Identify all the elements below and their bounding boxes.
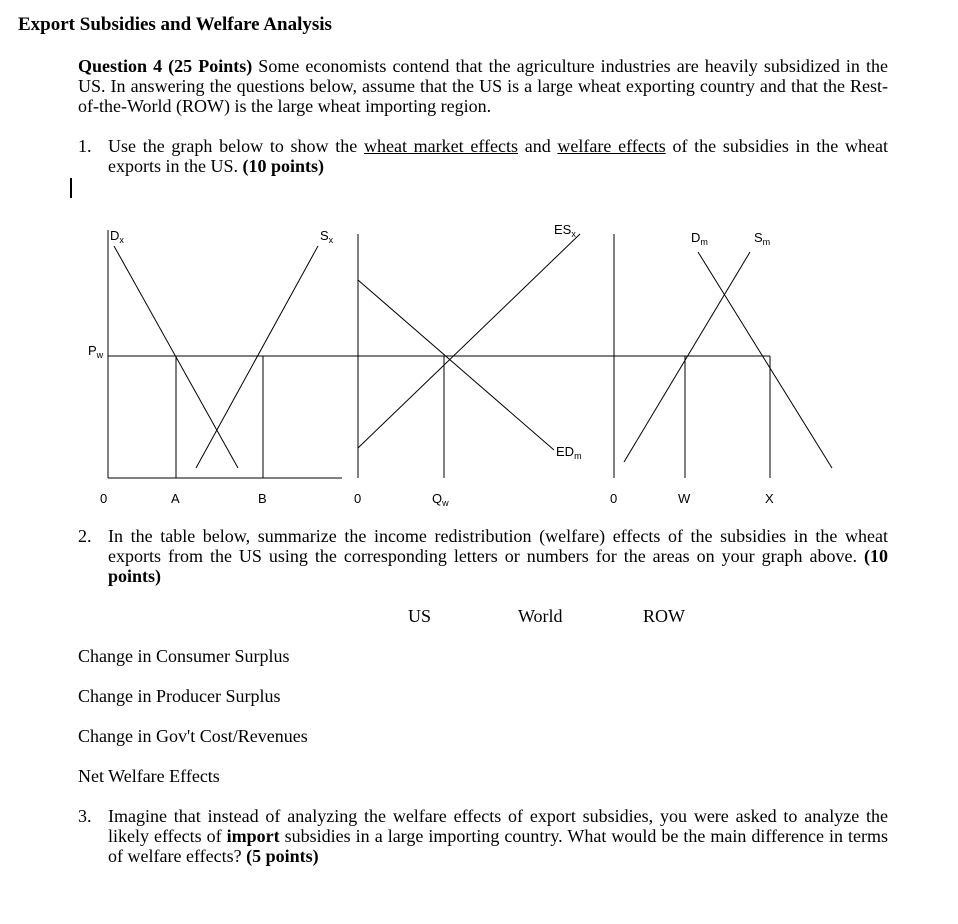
edm-label: $ED_m$ bbox=[556, 444, 582, 461]
a-label: A bbox=[171, 491, 180, 506]
item-3-bold-import: import bbox=[226, 826, 280, 846]
supply-sm-line bbox=[624, 252, 750, 462]
question-4-text: Some economists contend that the agriculture industries are heavily subsidized in the US. In answering the questions below, assume that the US is a large wheat exporting country and that the Rest-of-the-World (ROW) is the large wheat importing region. bbox=[78, 56, 888, 116]
row-producer-surplus: Change in Producer Surplus bbox=[78, 686, 281, 706]
origin-label-2: 0 bbox=[354, 491, 362, 506]
dm-label: $D_m$ bbox=[691, 230, 708, 247]
x-label: X bbox=[765, 491, 774, 506]
row-net-welfare: Net Welfare Effects bbox=[78, 766, 220, 786]
item-1 bbox=[78, 136, 888, 176]
item-3-text-a: Imagine that instead of analyzing the welfare effects of export subsidies, you were asked to analyze the likely effects of bbox=[108, 806, 888, 846]
question-4 bbox=[78, 56, 888, 116]
pw-label: $P_w$ bbox=[88, 343, 104, 360]
qw-label: $Q_w$ bbox=[432, 491, 449, 508]
item-1-text-b: and bbox=[518, 136, 558, 156]
wheat-market-effects-text: wheat market effects bbox=[363, 136, 518, 156]
origin-label-3: 0 bbox=[610, 491, 618, 506]
esx-label: $ES_x$ bbox=[554, 222, 576, 239]
column-header-us: US bbox=[408, 606, 432, 626]
dx-label: $D_x$ bbox=[110, 228, 124, 245]
esx-line bbox=[358, 234, 580, 448]
edm-line bbox=[358, 280, 554, 450]
supply-sx-line bbox=[196, 246, 318, 468]
row-consumer-surplus: Change in Consumer Surplus bbox=[78, 646, 290, 666]
item-2-number: 2. bbox=[78, 526, 92, 546]
sm-label: $S_m$ bbox=[754, 230, 771, 247]
item-2 bbox=[78, 526, 888, 586]
item-1-points: (10 points) bbox=[242, 156, 325, 176]
demand-dm-line bbox=[698, 252, 832, 468]
column-header-row: ROW bbox=[643, 606, 685, 626]
w-label: W bbox=[678, 491, 691, 506]
item-3-number: 3. bbox=[78, 806, 92, 826]
item-3-text-b: subsidies in a large importing country. What would be the main difference in terms of welfare effects? bbox=[108, 826, 888, 866]
row-gov-cost: Change in Gov't Cost/Revenues bbox=[78, 726, 308, 746]
welfare-effects-text: welfare effects bbox=[557, 136, 666, 156]
text-cursor bbox=[70, 178, 72, 198]
item-2-points: (10 points) bbox=[108, 546, 888, 586]
page-title: Export Subsidies and Welfare Analysis bbox=[18, 14, 332, 35]
item-1-number: 1. bbox=[78, 136, 92, 156]
column-header-world: World bbox=[518, 606, 563, 626]
item-3-points: (5 points) bbox=[246, 846, 319, 866]
origin-label-1: 0 bbox=[100, 491, 108, 506]
item-3 bbox=[78, 806, 888, 866]
three-panel-trade-graph bbox=[80, 218, 860, 518]
b-label: B bbox=[258, 491, 267, 506]
item-1-text-c: of the subsidies in the wheat exports in the US. bbox=[108, 136, 888, 176]
question-4-label: Question 4 (25 Points) bbox=[78, 56, 253, 76]
sx-label: $S_x$ bbox=[320, 228, 334, 245]
item-1-text-a: Use the graph below to show the bbox=[108, 136, 364, 156]
item-2-text: In the table below, summarize the income redistribution (welfare) effects of the subsidies in the wheat exports from the US using the corresponding letters or numbers for the areas on your graph above. bbox=[108, 526, 888, 566]
